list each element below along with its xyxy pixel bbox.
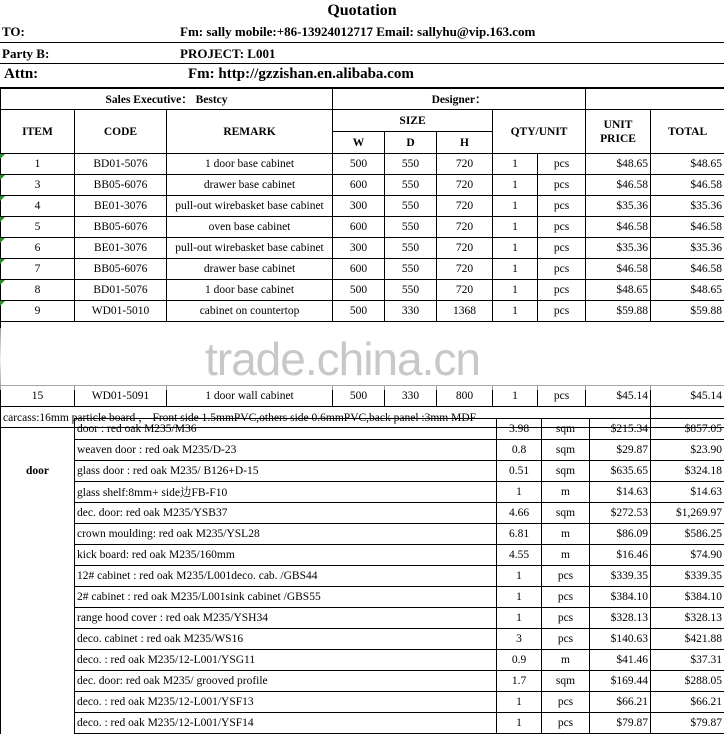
table-cell-code: BB05-6076 [75,217,167,238]
table-cell-qty: 1 [493,154,538,175]
table-cell-unit: pcs [538,238,586,259]
door-cell-qty: 1 [497,608,542,629]
table-cell-item: 5 [1,217,75,238]
door-cell-qty: 0.51 [497,461,542,482]
table-cell-qty: 1 [493,217,538,238]
attn-row [0,64,724,88]
door-cell-price: $29.87 [590,440,651,461]
door-cell-total: $328.13 [651,608,724,629]
door-cell-qty: 4.55 [497,545,542,566]
table-cell-w: 600 [333,217,385,238]
door-cell-price: $169.44 [590,671,651,692]
door-cell-price: $339.35 [590,566,651,587]
door-cell-price: $272.53 [590,503,651,524]
table-row [1,301,724,322]
door-cell-qty: 3.98 [497,419,542,440]
table-cell-unit: pcs [538,280,586,301]
table-cell-item: 6 [1,238,75,259]
party-row [0,43,724,64]
col-size: SIZE [333,110,493,132]
table-row [1,419,724,440]
table-cell-qty: 1 [493,280,538,301]
col-unit-price: UNIT PRICE [586,110,651,154]
table-cell-total: $46.58 [651,217,724,238]
to-label: TO: [2,24,25,39]
col-h: H [437,132,493,154]
table-cell-price: $46.58 [586,217,651,238]
table-cell-d: 550 [385,154,437,175]
door-cell-price: $16.46 [590,545,651,566]
door-cell-desc: dec. door: red oak M235/ grooved profile [75,671,497,692]
door-cell-qty: 4.66 [497,503,542,524]
door-cell-total: $324.18 [651,461,724,482]
table-cell-remark: pull-out wirebasket base cabinet [167,238,333,259]
door-cell-qty: 0.8 [497,440,542,461]
table-cell-price: $48.65 [586,280,651,301]
table-cell-d: 550 [385,259,437,280]
door-cell-price: $86.09 [590,524,651,545]
table-cell-w: 500 [333,301,385,322]
table-cell-remark: 1 door base cabinet [167,280,333,301]
door-cell-desc: kick board: red oak M235/160mm [75,545,497,566]
table-cell-price: $35.36 [586,196,651,217]
table-cell-w: 500 [333,386,385,407]
table-cell-unit: pcs [538,259,586,280]
door-cell-qty: 0.9 [497,650,542,671]
table-cell-item: 9 [1,301,75,322]
door-cell-total: $339.35 [651,566,724,587]
col-qty-unit: QTY/UNIT [493,110,586,154]
door-cell-unit: m [542,524,590,545]
table-cell-item: 8 [1,280,75,301]
table-row [1,524,724,545]
col-d: D [385,132,437,154]
door-cell-unit: m [542,545,590,566]
table-cell-w: 300 [333,238,385,259]
door-cell-desc: range hood cover : red oak M235/YSH34 [75,608,497,629]
table-cell-h: 1368 [437,301,493,322]
table-cell-item: 1 [1,154,75,175]
door-cell-total: $37.31 [651,650,724,671]
door-cell-desc: 2# cabinet : red oak M235/L001sink cabinet /GBS55 [75,587,497,608]
door-cell-price: $328.13 [590,608,651,629]
table-row [1,238,724,259]
col-total: TOTAL [651,110,724,154]
table-cell-d: 550 [385,175,437,196]
col-item: ITEM [1,110,75,154]
table-cell-d: 550 [385,217,437,238]
door-cell-unit: sqm [542,461,590,482]
door-cell-total: $288.05 [651,671,724,692]
table-row [1,566,724,587]
door-cell-total: $1,269.97 [651,503,724,524]
door-cell-desc: glass door : red oak M235/ B126+D-15 [75,461,497,482]
table-cell-total: $59.88 [651,301,724,322]
door-cell-unit: pcs [542,629,590,650]
door-cell-price: $66.21 [590,692,651,713]
door-cell-total: $23.90 [651,440,724,461]
table-cell-d: 330 [385,386,437,407]
table-cell-remark: cabinet on countertop [167,301,333,322]
table-cell-w: 500 [333,154,385,175]
door-cell-price: $14.63 [590,482,651,503]
door-cell-total: $857.05 [651,419,724,440]
table-cell-total: $48.65 [651,154,724,175]
door-cell-desc: deco. : red oak M235/12-L001/YSF13 [75,692,497,713]
table-cell-code: WD01-5010 [75,301,167,322]
col-w: W [333,132,385,154]
table-row [1,503,724,524]
table-row [1,461,724,482]
table-row [1,608,724,629]
door-cell-qty: 1 [497,566,542,587]
cell-comment-marker [0,280,5,285]
table-cell-qty: 1 [493,238,538,259]
table-row [1,671,724,692]
door-cell-unit: pcs [542,608,590,629]
table-cell-w: 600 [333,175,385,196]
table-cell-code: WD01-5091 [75,386,167,407]
table-row [1,713,724,734]
table-row [1,587,724,608]
door-cell-unit: sqm [542,503,590,524]
table-row [1,482,724,503]
from-url: Fm: http://gzzishan.en.alibaba.com [188,66,414,82]
table-cell-price: $46.58 [586,175,651,196]
table-cell-total: $35.36 [651,196,724,217]
door-cell-total: $79.87 [651,713,724,734]
table-cell-unit: pcs [538,301,586,322]
table-cell-unit: pcs [538,175,586,196]
table-cell-qty: 1 [493,301,538,322]
table-cell-item: 15 [1,386,75,407]
table-cell-total: $48.65 [651,280,724,301]
door-cell-total: $14.63 [651,482,724,503]
cell-comment-marker [0,154,5,159]
door-cell-unit: sqm [542,440,590,461]
table-cell-unit: pcs [538,196,586,217]
table-cell-h: 800 [437,386,493,407]
door-cell-total: $384.10 [651,587,724,608]
table-cell-code: BB05-6076 [75,259,167,280]
table-cell-item: 7 [1,259,75,280]
door-table [0,418,724,734]
to-row [0,22,724,43]
table-cell-total: $35.36 [651,238,724,259]
door-cell-price: $79.87 [590,713,651,734]
table-cell-w: 300 [333,196,385,217]
door-cell-unit: sqm [542,419,590,440]
door-cell-desc: glass shelf:8mm+ side边FB-F10 [75,482,497,503]
document-title: Quotation [327,2,397,19]
door-cell-qty: 1 [497,713,542,734]
table-cell-price: $45.14 [586,386,651,407]
door-cell-desc: deco. cabinet : red oak M235/WS16 [75,629,497,650]
door-cell-desc: deco. : red oak M235/12-L001/YSG11 [75,650,497,671]
table-row [1,175,724,196]
door-cell-total: $421.88 [651,629,724,650]
table-cell-total: $46.58 [651,175,724,196]
cell-comment-marker [0,259,5,264]
table-cell-price: $35.36 [586,238,651,259]
door-cell-price: $41.46 [590,650,651,671]
door-cell-total: $66.21 [651,692,724,713]
table-cell-price: $48.65 [586,154,651,175]
table-row [1,440,724,461]
table-row [1,280,724,301]
table-cell-w: 600 [333,259,385,280]
watermark [0,328,724,390]
door-cell-unit: m [542,482,590,503]
door-cell-unit: pcs [542,566,590,587]
door-cell-desc: door : red oak M235/M36 [75,419,497,440]
table-cell-w: 500 [333,280,385,301]
table-cell-qty: 1 [493,259,538,280]
table-cell-unit: pcs [538,217,586,238]
project-label: PROJECT: L001 [180,46,276,61]
table-cell-h: 720 [437,154,493,175]
table-cell-d: 550 [385,280,437,301]
designer: Designer： [333,89,586,110]
door-cell-unit: m [542,650,590,671]
table-cell-total: $45.14 [651,386,724,407]
door-cell-qty: 1 [497,482,542,503]
table-cell-d: 550 [385,196,437,217]
table-cell-h: 720 [437,259,493,280]
door-cell-qty: 3 [497,629,542,650]
cell-comment-marker [0,217,5,222]
cell-comment-marker [0,301,5,306]
cell-comment-marker [0,238,5,243]
table-cell-price: $46.58 [586,259,651,280]
table-cell-d: 330 [385,301,437,322]
table-row [1,196,724,217]
table-row [1,154,724,175]
door-cell-price: $384.10 [590,587,651,608]
door-cell-unit: pcs [542,587,590,608]
table-cell-qty: 1 [493,196,538,217]
attn-label: Attn: [4,66,39,82]
door-cell-unit: sqm [542,671,590,692]
door-cell-price: $140.63 [590,629,651,650]
table-cell-remark: drawer base cabinet [167,259,333,280]
door-cell-desc: weaven door : red oak M235/D-23 [75,440,497,461]
table-cell-qty: 1 [493,386,538,407]
table-cell-total: $46.58 [651,259,724,280]
table-row [1,217,724,238]
party-b-label: Party B: [2,46,50,61]
door-cell-qty: 6.81 [497,524,542,545]
table-cell-h: 720 [437,175,493,196]
door-cell-desc: dec. door: red oak M235/YSB37 [75,503,497,524]
door-cell-desc: deco. : red oak M235/12-L001/YSF14 [75,713,497,734]
door-cell-qty: 1 [497,587,542,608]
table-cell-remark: 1 door base cabinet [167,154,333,175]
table-cell-h: 720 [437,196,493,217]
table-cell-code: BE01-3076 [75,196,167,217]
table-cell-unit: pcs [538,386,586,407]
table-cell-unit: pcs [538,154,586,175]
table-cell-h: 720 [437,217,493,238]
table-cell-item: 3 [1,175,75,196]
table-row [1,650,724,671]
table-cell-code: BE01-3076 [75,238,167,259]
door-label: door [1,461,75,482]
door-cell-unit: pcs [542,713,590,734]
col-remark: REMARK [167,110,333,154]
table-cell-item: 4 [1,196,75,217]
col-code: CODE [75,110,167,154]
door-cell-qty: 1 [497,692,542,713]
table-cell-remark: oven base cabinet [167,217,333,238]
table-row [1,629,724,650]
table-cell-price: $59.88 [586,301,651,322]
door-cell-qty: 1.7 [497,671,542,692]
table-row [1,692,724,713]
table-cell-h: 720 [437,238,493,259]
door-cell-price: $635.65 [590,461,651,482]
door-cell-unit: pcs [542,692,590,713]
table-cell-remark: pull-out wirebasket base cabinet [167,196,333,217]
table-row [1,259,724,280]
door-cell-price: $215.34 [590,419,651,440]
table-cell-code: BD01-5076 [75,280,167,301]
door-cell-total: $586.25 [651,524,724,545]
table-cell-remark: drawer base cabinet [167,175,333,196]
table-cell-code: BD01-5076 [75,154,167,175]
door-cell-total: $74.90 [651,545,724,566]
sales-executive: Sales Executive： Bestcy [1,89,333,110]
cell-comment-marker [0,175,5,180]
table-cell-code: BB05-6076 [75,175,167,196]
table-row [1,545,724,566]
cell-comment-marker [0,196,5,201]
table-cell-remark: 1 door wall cabinet [167,386,333,407]
door-cell-desc: 12# cabinet : red oak M235/L001deco. cab. /GBS44 [75,566,497,587]
table-cell-qty: 1 [493,175,538,196]
from-contact: Fm: sally mobile:+86-13924012717 Email: sallyhu@vip.163.com [180,24,536,39]
watermark-text: trade.china.cn [205,333,480,385]
table-cell-h: 720 [437,280,493,301]
carcass-note: carcass:16mm particle board ， Front side 1.5mmPVC,others side 0.6mmPVC,back panel :3mm MDF [1,407,651,428]
table-cell-d: 550 [385,238,437,259]
door-cell-desc: crown moulding: red oak M235/YSL28 [75,524,497,545]
